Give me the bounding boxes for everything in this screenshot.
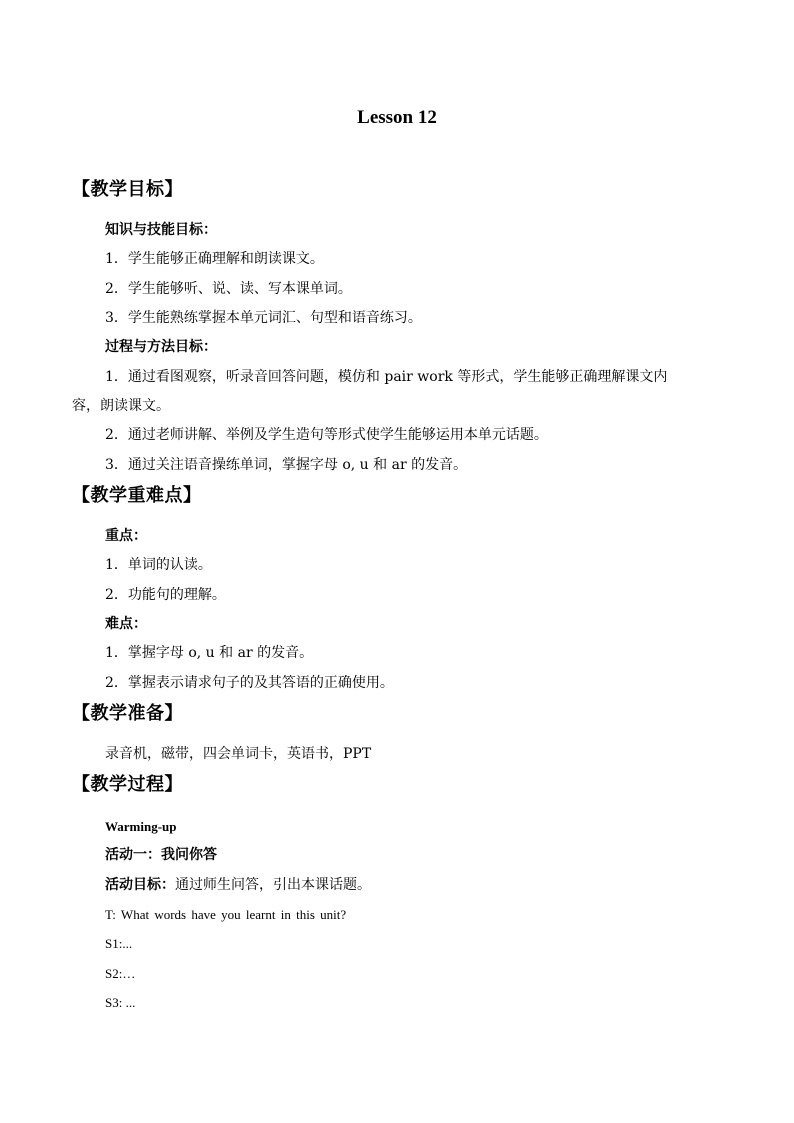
activity-title: 活动一：我问你答 bbox=[105, 847, 217, 863]
knowledge-item: 2．学生能够听、说、读、写本课单词。 bbox=[105, 281, 352, 297]
process-item-continuation: 容，朗读课文。 bbox=[72, 398, 170, 414]
process-heading: 过程与方法目标： bbox=[105, 339, 217, 355]
section-heading-key-points: 【教学重难点】 bbox=[72, 485, 202, 506]
difficulty-item: 1．掌握字母 o, u 和 ar 的发音。 bbox=[105, 645, 314, 661]
dialogue-line: S2:… bbox=[105, 966, 136, 981]
section-heading-objectives: 【教学目标】 bbox=[72, 179, 183, 200]
process-item: 3．通过关注语音操练单词，掌握字母 o, u 和 ar 的发音。 bbox=[105, 457, 468, 473]
activity-goal bbox=[105, 875, 371, 895]
focus-item: 1．单词的认读。 bbox=[105, 557, 212, 573]
dialogue-line: S3: ... bbox=[105, 995, 136, 1010]
focus-heading: 重点： bbox=[105, 528, 147, 544]
page-title: Lesson 12 bbox=[357, 107, 437, 128]
activity-goal-text: 通过师生问答，引出本课话题。 bbox=[175, 877, 371, 893]
knowledge-item: 1．学生能够正确理解和朗读课文。 bbox=[105, 251, 324, 267]
process-item: 2．通过老师讲解、举例及学生造句等形式使学生能够运用本单元话题。 bbox=[105, 427, 548, 443]
dialogue-line: T: What words have you learnt in this unit? bbox=[105, 907, 347, 922]
knowledge-heading: 知识与技能目标： bbox=[105, 222, 217, 238]
warmup-heading: Warming-up bbox=[105, 819, 177, 834]
difficulty-item: 2．掌握表示请求句子的及其答语的正确使用。 bbox=[105, 675, 394, 691]
preparation-text: 录音机，磁带，四会单词卡，英语书，PPT bbox=[105, 746, 372, 762]
process-item: 1．通过看图观察，听录音回答问题，模仿和 pair work 等形式，学生能够正确理解课文内 bbox=[105, 369, 668, 385]
activity-goal-label: 活动目标： bbox=[105, 877, 175, 893]
knowledge-item: 3．学生能熟练掌握本单元词汇、句型和语音练习。 bbox=[105, 310, 422, 326]
focus-item: 2．功能句的理解。 bbox=[105, 587, 226, 603]
section-heading-preparation: 【教学准备】 bbox=[72, 703, 183, 724]
section-heading-process: 【教学过程】 bbox=[72, 774, 183, 795]
difficulty-heading: 难点： bbox=[105, 616, 147, 632]
dialogue-line: S1:... bbox=[105, 936, 133, 951]
